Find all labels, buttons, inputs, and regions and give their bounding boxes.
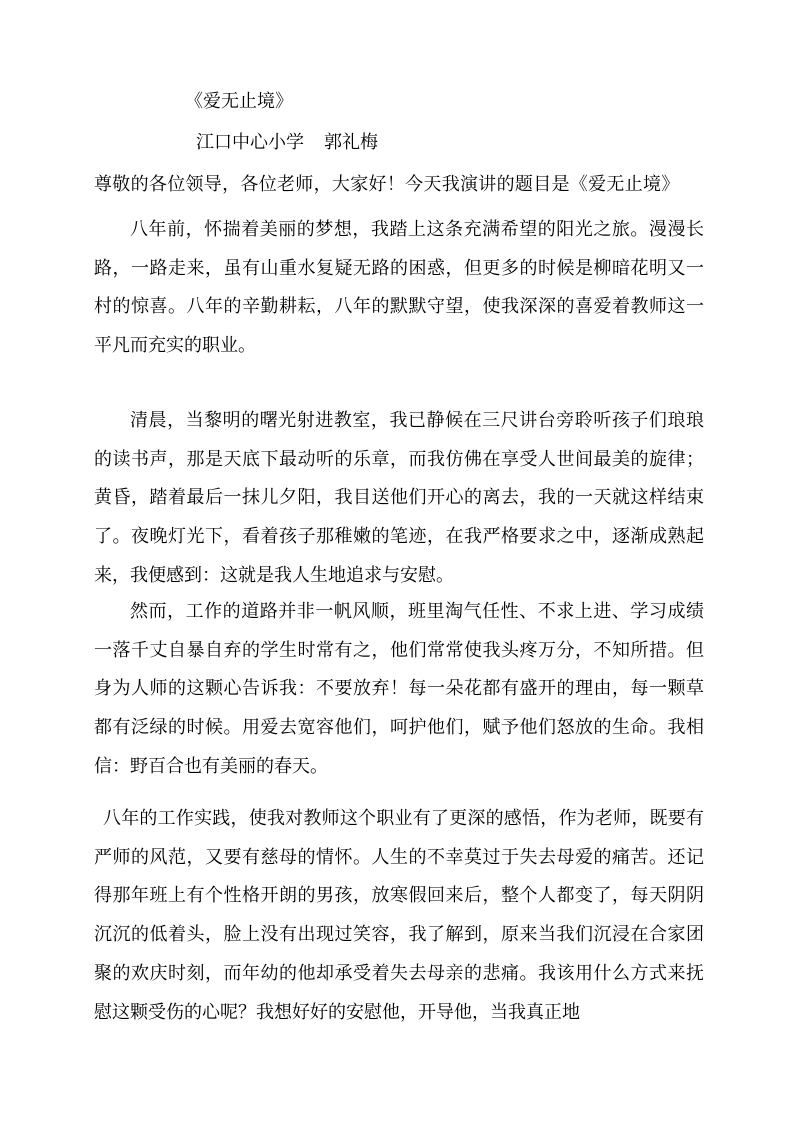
paragraph-1: 八年前，怀揣着美丽的梦想，我踏上这条充满希望的阳光之旅。漫漫长路，一路走来，虽有山重水复疑无路的困惑，但更多的时候是柳暗花明又一村的惊喜。八年的辛勤耕耘，八年的默默守望，使我深深的喜爱着教师这一平凡而充实的职业。 [94, 219, 704, 357]
author-school: 江口中心小学 [196, 132, 304, 153]
paragraph-2: 清晨，当黎明的曙光射进教室，我已静候在三尺讲台旁聆听孩子们琅琅的读书声，那是天底下最动听的乐章，而我仿佛在享受人世间最美的旋律；黄昏，踏着最后一抹儿夕阳，我目送他们开心的离去，我的一天就这样结束了。夜晚灯光下，看着孩子那稚嫩的笔迹，在我严格要求之中，逐渐成熟起来，我便感到：这就是我人生地追求与安慰。 [94, 410, 704, 586]
paragraph-3: 然而，工作的道路并非一帆风顺，班里淘气任性、不求上进、学习成绩一落千丈自暴自弃的学生时常有之，他们常常使我头疼万分，不知所措。但身为人师的这颗心告诉我：不要放弃！每一朵花都有盛开的理由，每一颗草都有泛绿的时候。用爱去宽容他们，呵护他们，赋予他们怒放的生命。我相信：野百合也有美丽的春天。 [94, 601, 704, 777]
author-line [196, 131, 378, 155]
paragraph-4: 八年的工作实践，使我对教师这个职业有了更深的感悟，作为老师，既要有严师的风范，又要有慈母的情怀。人生的不幸莫过于失去母爱的痛苦。还记得那年班上有个性格开朗的男孩，放寒假回来后，整个人都变了，每天阴阴沉沉的低着头，脸上没有出现过笑容，我了解到，原来当我们沉浸在合家团聚的欢庆时刻，而年幼的他却承受着失去母亲的悲痛。我该用什么方式来抚慰这颗受伤的心呢？我想好好的安慰他，开导他，当我真正地 [94, 808, 704, 1023]
greeting-line: 尊敬的各位领导，各位老师，大家好！今天我演讲的题目是《爱无止境》 [94, 174, 680, 195]
author-name: 郭礼梅 [324, 132, 378, 153]
document-title: 《爱无止境》 [185, 91, 293, 112]
